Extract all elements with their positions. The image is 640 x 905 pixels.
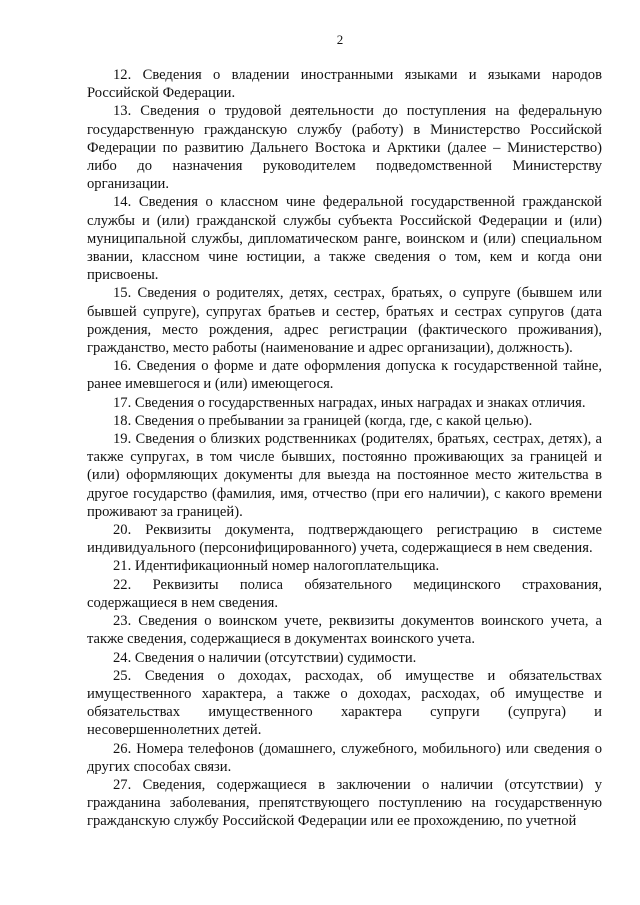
list-item: 18. Сведения о пребывании за границей (когда, где, с какой целью). xyxy=(113,412,533,429)
list-item: 25. Сведения о доходах, расходах, об имуществе и обязательствах имущественного характера, а также о доходах, расходах, об имуществе и обязательствах имущественного характера супруги (супруга) и несовершеннолетних детей. xyxy=(87,667,602,739)
list-item: 16. Сведения о форме и дате оформления допуска к государственной тайне, ранее имевшегося и (или) имеющегося. xyxy=(87,358,602,393)
list-item: 24. Сведения о наличии (отсутствии) судимости. xyxy=(113,649,417,666)
list-item: 12. Сведения о владении иностранными языками и языками народов Российской Федерации. xyxy=(87,67,602,102)
list-item: 13. Сведения о трудовой деятельности до поступления на федеральную государственную гражданскую службу (работу) в Министерство Российской Федерации по развитию Дальнего Востока и Арктики (далее – Министерство) либо до назначения руководителем подведомственной Министерству организации. xyxy=(87,103,602,193)
document-body xyxy=(87,66,602,831)
list-item: 14. Сведения о классном чине федеральной государственной гражданской службы и (или) гражданской службы субъекта Российской Федерации и (или) муниципальной службы, дипломатическом ранге, воинском и (или) специальном звании, классном чине юстиции, а также сведения о том, кем и когда они присвоены. xyxy=(87,194,602,284)
list-item: 21. Идентификационный номер налогоплательщика. xyxy=(113,558,440,575)
list-item: 23. Сведения о воинском учете, реквизиты документов воинского учета, а также сведения, содержащиеся в документах воинского учета. xyxy=(87,613,602,648)
list-item: 20. Реквизиты документа, подтверждающего регистрацию в системе индивидуального (персонифицированного) учета, содержащиеся в нем сведения. xyxy=(87,522,602,557)
list-item: 22. Реквизиты полиса обязательного медицинского страхования, содержащиеся в нем сведения. xyxy=(87,576,602,611)
list-item: 26. Номера телефонов (домашнего, служебного, мобильного) или сведения о других способах связи. xyxy=(87,740,602,775)
list-item: 15. Сведения о родителях, детях, сестрах, братьях, о супруге (бывшем или бывшей супруге), супругах братьев и сестер, братьях и сестрах супругов (дата рождения, место рождения, адрес регистрации (фактического проживания), гражданство, место работы (наименование и адрес организации), должность). xyxy=(87,285,602,357)
list-item: 27. Сведения, содержащиеся в заключении о наличии (отсутствии) у гражданина заболевания, препятствующего поступлению на государственную гражданскую службу Российской Федерации или ее прохождению, по учетной xyxy=(87,776,602,830)
list-item: 17. Сведения о государственных наградах, иных наградах и знаках отличия. xyxy=(113,394,586,411)
list-item: 19. Сведения о близких родственниках (родителях, братьях, сестрах, детях), а также супругах, в том числе бывших, постоянно проживающих за границей и (или) оформляющих документы для выезда на постоянное место жительства в другое государство (фамилия, имя, отчество (при его наличии), с какого времени проживают за границей). xyxy=(87,431,602,520)
page-number: 2 xyxy=(336,32,344,47)
